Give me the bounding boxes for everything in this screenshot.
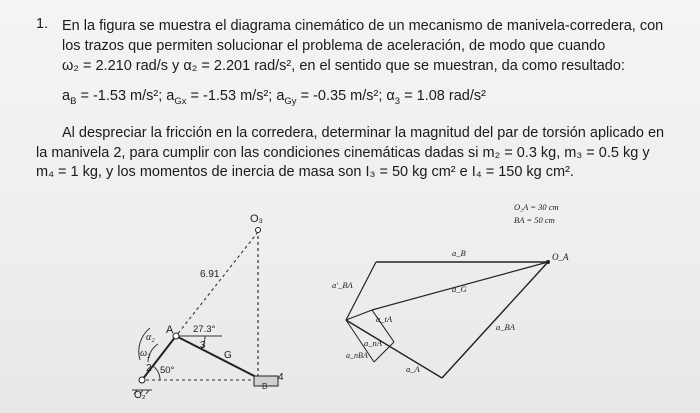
dimension-o2a: O₂A = 30 cm [514, 202, 559, 212]
kinematic-diagram [132, 213, 284, 401]
intro-line-1: En la figura se muestra el diagrama cinemático de un mecanismo de manivela-corredera, con [62, 18, 664, 34]
label-aB: a_B [452, 248, 466, 258]
result-alpha3: 1.08 rad/s² [416, 88, 486, 104]
question-line-2: la manivela 2, para cumplir con las condiciones cinemáticas dadas si m₂ = 0.3 kg, m₃ = 0.5 kg y [36, 144, 650, 161]
problem-intro [62, 16, 662, 76]
label-anA: a_nA [364, 338, 382, 348]
mechanism-figures [0, 190, 700, 413]
label-o3: O₃ [250, 213, 264, 225]
label-o2: O₂ [134, 390, 146, 401]
joint-a [173, 333, 179, 339]
label-aG: a_G [452, 284, 467, 294]
conjunction: y [168, 58, 184, 74]
label-angle-27: 27.3° [193, 324, 216, 335]
vector-atBA [346, 262, 376, 320]
acceleration-polygon [332, 202, 569, 378]
kinematic-results: $a_B = -1.53$ m/s²; $a_{Gx} = -1.53$ m/s²; $a_{Gy} = -0.35$ m/s²; $\alpha_3 = 1.08$ rad/s² [62, 88, 486, 107]
result-aGx: -1.53 m/s²; [203, 88, 273, 104]
alpha2-value: α₂ = 2.201 rad/s² [183, 58, 292, 74]
omega2-value: ω₂ = 2.210 rad/s [62, 58, 169, 74]
o2-pivot [139, 377, 145, 383]
label-b: B [262, 382, 268, 391]
label-aBA: a_BA [496, 322, 515, 332]
label-slider-4: 4 [278, 372, 284, 383]
label-distance: 6.91 [200, 269, 220, 280]
o3-to-a-line [176, 232, 258, 336]
problem-question [36, 124, 666, 183]
label-g: G [224, 350, 232, 361]
label-anBA: a_nBA [346, 351, 368, 360]
given-values-line [62, 56, 662, 76]
pole-oa [546, 260, 550, 264]
label-a: A [166, 324, 174, 336]
label-omega2: ω₂ [140, 348, 151, 359]
vector-aBA [442, 262, 548, 378]
intro-line-2: los trazos que permiten solucionar el problema de aceleración, de modo que cuando [62, 38, 606, 54]
result-aB: -1.53 m/s²; [92, 88, 163, 104]
given-rest: , en el sentido que se muestran, da como resultado: [291, 58, 625, 74]
angle-arc-50 [153, 366, 160, 380]
label-link-3: 3 [200, 340, 206, 351]
vector-aA [346, 320, 442, 378]
coupler-link-3 [176, 336, 266, 382]
label-atBA: a'_BA [332, 280, 353, 290]
problem-number: 1. [36, 16, 49, 32]
label-angle-50: 50° [160, 365, 175, 376]
o3-pivot [256, 228, 261, 233]
label-atA: a_tA [376, 314, 393, 324]
label-aA: a_A [406, 364, 420, 374]
question-line-1: Al despreciar la fricción en la corredera, determinar la magnitud del par de torsión aplicado en [62, 125, 665, 141]
question-line-3: m₄ = 1 kg, y los momentos de inercia de masa son I₃ = 50 kg cm² e I₄ = 150 kg cm². [36, 164, 574, 180]
label-link-2: 2 [146, 363, 152, 374]
label-oa: O_A [552, 252, 569, 262]
label-alpha2: α₂ [146, 332, 155, 343]
dimension-ba: BA = 50 cm [514, 215, 555, 225]
result-aGy: -0.35 m/s²; [313, 88, 383, 104]
